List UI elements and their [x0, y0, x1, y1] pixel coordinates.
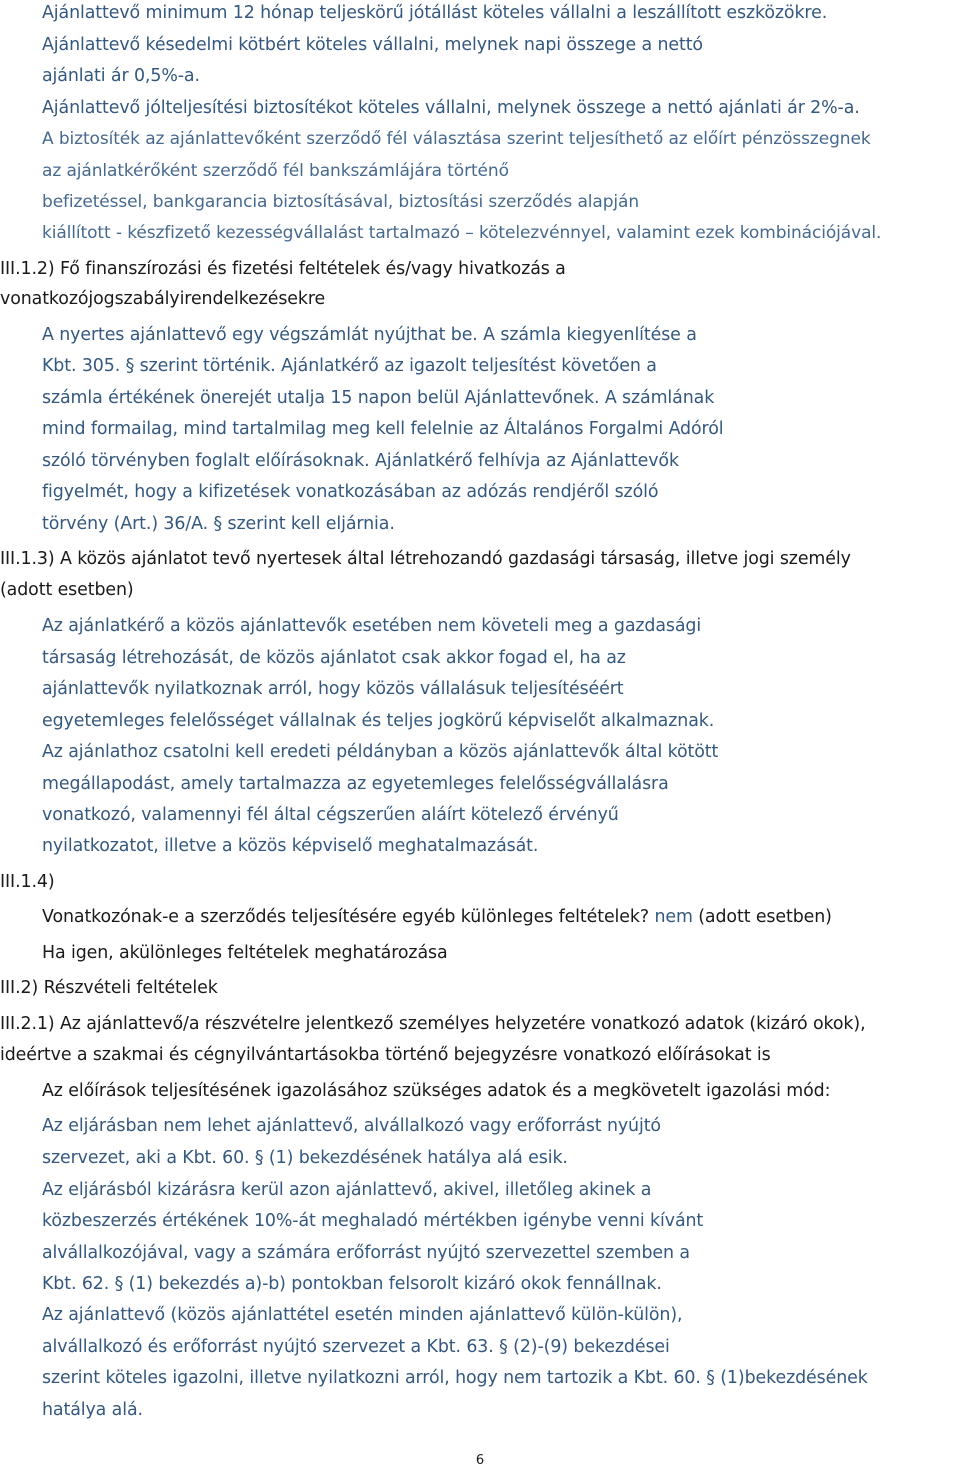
special-conditions-question: Vonatkozónak-e a szerződés teljesítésére egyéb különleges feltételek? [42, 907, 649, 927]
text-line: alvállalkozó és erőforrást nyújtó szervezet a Kbt. 63. § (2)-(9) bekezdései [42, 1337, 670, 1357]
text-line: nyilatkozatot, illetve a közös képviselő meghatalmazását. [42, 836, 539, 856]
text-line: Az eljárásból kizárásra kerül azon ajánlattevő, akivel, illetőleg akinek a [42, 1180, 652, 1200]
text-line: megállapodást, amely tartalmazza az egyetemleges felelősségvállalásra [42, 774, 669, 794]
text-line: számla értékének önerejét utalja 15 napon belül Ajánlattevőnek. A számlának [42, 388, 715, 408]
text-line: szervezet, aki a Kbt. 60. § (1) bekezdésének hatálya alá esik. [42, 1148, 568, 1168]
page-number: 6 [475, 1453, 485, 1468]
text-line: A nyertes ajánlattevő egy végszámlát nyújthat be. A számla kiegyenlítése a [42, 325, 697, 345]
text-line: Az ajánlattevő (közös ajánlattétel esetén minden ajánlattevő külön-külön), [42, 1305, 683, 1325]
text-line: Ha igen, akülönleges feltételek meghatározása [42, 943, 448, 963]
text-line: egyetemleges felelősséget vállalnak és teljes jogkörű képviselőt alkalmaznak. [42, 711, 715, 731]
text-line: társaság létrehozását, de közös ajánlatot csak akkor fogad el, ha az [42, 648, 626, 668]
text-line: ajánlattevők nyilatkoznak arról, hogy közös vállalásuk teljesítéséért [42, 679, 624, 699]
special-conditions-suffix: (adott esetben) [698, 907, 832, 927]
text-line: figyelmét, hogy a kifizetések vonatkozásában az adózás rendjéről szóló [42, 482, 659, 502]
text-line: hatálya alá. [42, 1400, 143, 1420]
special-conditions-answer: nem [654, 907, 693, 927]
text-line: (adott esetben) [0, 580, 134, 600]
text-line: Ajánlattevő jólteljesítési biztosítékot köteles vállalni, melynek összege a nettó ajánlati ár 2%-a. [42, 98, 860, 118]
text-line: Az ajánlathoz csatolni kell eredeti példányban a közös ajánlattevők által kötött [42, 742, 719, 762]
text-line: A biztosíték az ajánlattevőként szerződő fél választása szerint teljesíthető az előírt pénzösszegnek [42, 129, 871, 149]
text-line: Kbt. 62. § (1) bekezdés a)-b) pontokban felsorolt kizáró okok fennállnak. [42, 1274, 662, 1294]
text-line: kiállított - készfizető kezességvállalást tartalmazó – kötelezvénnyel, valamint ezek kombinációjával. [42, 223, 882, 243]
text-line: ideértve a szakmai és cégnyilvántartásokba történő bejegyzésre vonatkozó előírásokat is [0, 1045, 771, 1065]
text-line: III.1.2) Fő finanszírozási és fizetési feltételek és/vagy hivatkozás a [0, 259, 566, 279]
text-line: ajánlati ár 0,5%-a. [42, 66, 200, 86]
text-line: III.2.1) Az ajánlattevő/a részvételre jelentkező személyes helyzetére vonatkozó adatok (kizáró okok), [0, 1014, 866, 1034]
text-line: III.1.3) A közös ajánlatot tevő nyertesek által létrehozandó gazdasági társaság, illetve jogi személy [0, 549, 851, 569]
text-line: III.1.4) [0, 872, 55, 892]
text-line: alvállalkozójával, vagy a számára erőforrást nyújtó szervezettel szemben a [42, 1243, 690, 1263]
text-line: Az eljárásban nem lehet ajánlattevő, alvállalkozó vagy erőforrást nyújtó [42, 1116, 661, 1136]
text-line: közbeszerzés értékének 10%-át meghaladó mértékben igénybe venni kívánt [42, 1211, 704, 1231]
text-line: vonatkozójogszabályirendelkezésekre [0, 289, 326, 309]
special-conditions-line [42, 906, 832, 928]
text-line: az ajánlatkérőként szerződő fél bankszámlájára történő [42, 161, 509, 181]
text-line: mind formailag, mind tartalmilag meg kell felelnie az Általános Forgalmi Adóról [42, 419, 724, 439]
text-line: szóló törvényben foglalt előírásoknak. Ajánlatkérő felhívja az Ajánlattevők [42, 451, 679, 471]
text-line: vonatkozó, valamennyi fél által cégszerűen aláírt kötelező érvényű [42, 805, 619, 825]
text-line: Ajánlattevő minimum 12 hónap teljeskörű jótállást köteles vállalni a leszállított eszközökre. [42, 3, 828, 23]
text-line: Kbt. 305. § szerint történik. Ajánlatkérő az igazolt teljesítést követően a [42, 356, 657, 376]
text-line: szerint köteles igazolni, illetve nyilatkozni arról, hogy nem tartozik a Kbt. 60. § (1)bekezdésének [42, 1368, 868, 1388]
text-line: Az előírások teljesítésének igazolásához szükséges adatok és a megkövetelt igazolási mód: [42, 1081, 831, 1101]
text-line: befizetéssel, bankgarancia biztosításával, biztosítási szerződés alapján [42, 192, 640, 212]
text-line: III.2) Részvételi feltételek [0, 978, 218, 998]
text-line: törvény (Art.) 36/A. § szerint kell eljárnia. [42, 514, 395, 534]
text-line: Az ajánlatkérő a közös ajánlattevők esetében nem követeli meg a gazdasági [42, 616, 702, 636]
text-line: Ajánlattevő késedelmi kötbért köteles vállalni, melynek napi összege a nettó [42, 35, 703, 55]
